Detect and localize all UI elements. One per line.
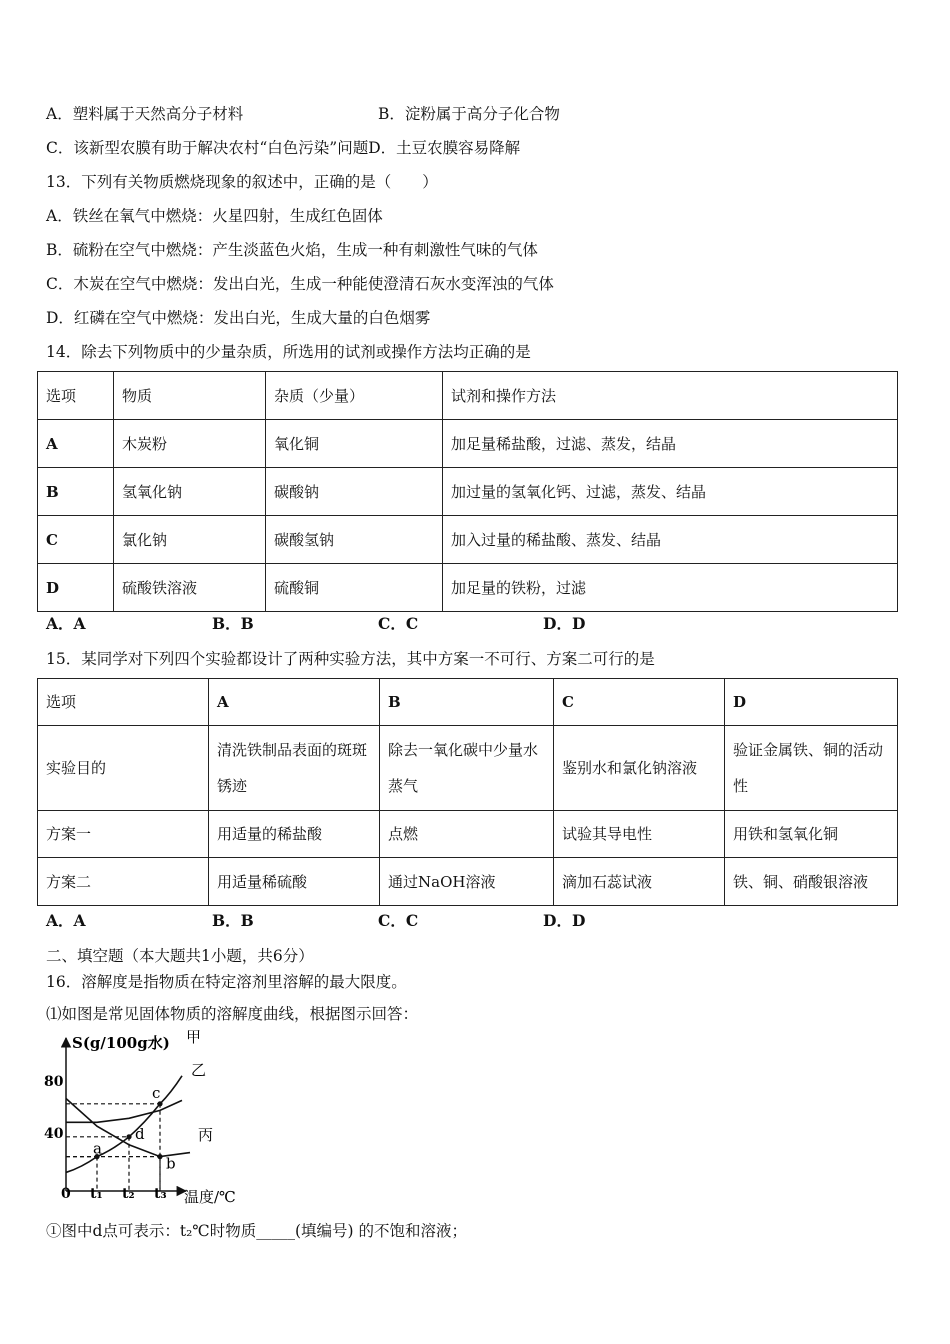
x-tick-t1: t₁	[90, 1186, 103, 1202]
table-cell: 氯化钠	[114, 516, 266, 564]
series-label: 乙	[191, 1061, 207, 1079]
x-tick-t2: t₂	[122, 1186, 135, 1202]
q12-option-a: A．塑料属于天然高分子材料	[46, 105, 244, 123]
table-cell: 氢氧化钠	[114, 468, 266, 516]
curve-丙	[66, 1099, 190, 1157]
y-tick-40: 40	[44, 1126, 64, 1142]
table-cell: 用适量稀硫酸	[209, 858, 380, 906]
table-cell: 加足量的铁粉，过滤	[443, 564, 898, 612]
q14-answer-c: C．C	[378, 614, 419, 633]
table-header-row	[38, 679, 898, 726]
table-header-row	[38, 372, 898, 420]
table-row	[38, 516, 898, 564]
q16-sub1: ⑴如图是常见固体物质的溶解度曲线，根据图示回答：	[46, 1005, 419, 1023]
x-tick-0: 0	[61, 1186, 71, 1202]
table-cell: 氧化铜	[266, 420, 443, 468]
table-cell: 加过量的氢氧化钙、过滤，蒸发、结晶	[443, 468, 898, 516]
q14-stem: 14．除去下列物质中的少量杂质，所选用的试剂或操作方法均正确的是	[46, 343, 531, 361]
table-cell: 木炭粉	[114, 420, 266, 468]
q14-table	[37, 371, 898, 612]
series-label: 丙	[198, 1126, 214, 1144]
table-cell: 清洗铁制品表面的斑斑锈迹	[209, 726, 380, 811]
table-cell: 方案一	[38, 811, 209, 858]
curve-甲	[66, 1076, 182, 1173]
table-row	[38, 468, 898, 516]
q12-option-c	[46, 136, 520, 158]
q13-option-b: B．硫粉在空气中燃烧：产生淡蓝色火焰，生成一种有刺激性气味的气体	[46, 241, 538, 259]
table-row	[38, 726, 898, 811]
table-cell: 除去一氧化碳中少量水蒸气	[380, 726, 554, 811]
table-cell: A	[38, 420, 114, 468]
table-cell: 加入过量的稀盐酸、蒸发、结晶	[443, 516, 898, 564]
solubility-chart	[36, 1028, 266, 1210]
table-cell: 试验其导电性	[554, 811, 725, 858]
point-d	[126, 1134, 131, 1139]
series-label: 甲	[186, 1028, 202, 1046]
table-cell: 硫酸铁溶液	[114, 564, 266, 612]
point-b	[157, 1154, 162, 1159]
table-header-cell: 选项	[38, 372, 114, 420]
q12-option-c-text: C．该新型农膜有助于解决农村“白色污染”问题	[46, 139, 369, 157]
table-row	[38, 811, 898, 858]
q14-answer-a: A．A	[46, 614, 86, 633]
q15-answer-b: B．B	[212, 911, 254, 930]
table-header-cell: C	[554, 679, 725, 726]
q15-answer-d: D．D	[543, 911, 586, 930]
table-cell: 硫酸铜	[266, 564, 443, 612]
table-header-cell: 物质	[114, 372, 266, 420]
table-header-cell: 试剂和操作方法	[443, 372, 898, 420]
table-cell: 加足量稀盐酸，过滤、蒸发，结晶	[443, 420, 898, 468]
point-label: d	[135, 1124, 145, 1143]
table-cell: 验证金属铁、铜的活动性	[725, 726, 898, 811]
q13-stem: 13．下列有关物质燃烧现象的叙述中，正确的是（ ）	[46, 173, 438, 191]
q15-stem: 15．某同学对下列四个实验都设计了两种实验方法，其中方案一不可行、方案二可行的是	[46, 650, 655, 668]
y-axis-label: S(g/100g水)	[72, 1034, 170, 1052]
table-cell: 碳酸钠	[266, 468, 443, 516]
table-row	[38, 564, 898, 612]
table-cell: D	[38, 564, 114, 612]
q15-answer-c: C．C	[378, 911, 419, 930]
point-label: c	[152, 1083, 161, 1102]
q14-answer-b: B．B	[212, 614, 254, 633]
q13-option-a: A．铁丝在氧气中燃烧：火星四射，生成红色固体	[46, 207, 383, 225]
table-cell: 用适量的稀盐酸	[209, 811, 380, 858]
x-axis-label: 温度/℃	[184, 1188, 236, 1206]
point-c	[157, 1101, 162, 1106]
x-tick-t3: t₃	[154, 1186, 167, 1202]
q13-option-c: C．木炭在空气中燃烧：发出白光，生成一种能使澄清石灰水变浑浊的气体	[46, 275, 554, 293]
q16-sub1-1: ①图中d点可表示：t₂℃时物质_____(填编号) 的不饱和溶液；	[46, 1222, 467, 1240]
point-label: a	[93, 1139, 102, 1158]
point-label: b	[166, 1154, 176, 1173]
table-cell: 方案二	[38, 858, 209, 906]
table-cell: 滴加石蕊试液	[554, 858, 725, 906]
table-header-cell: 杂质（少量）	[266, 372, 443, 420]
q12-option-d-text: D．土豆农膜容易降解	[368, 139, 521, 157]
q15-table	[37, 678, 898, 906]
table-header-cell: D	[725, 679, 898, 726]
table-cell: C	[38, 516, 114, 564]
table-row	[38, 858, 898, 906]
q15-answer-a: A．A	[46, 911, 86, 930]
points	[93, 1084, 176, 1173]
table-cell: 碳酸氢钠	[266, 516, 443, 564]
q14-answer-d: D．D	[543, 614, 586, 633]
table-cell: 实验目的	[38, 726, 209, 811]
table-row	[38, 420, 898, 468]
table-cell: 用铁和氢氧化铜	[725, 811, 898, 858]
table-cell: 鉴别水和氯化钠溶液	[554, 726, 725, 811]
y-tick-80: 80	[44, 1074, 64, 1090]
q13-option-d: D．红磷在空气中燃烧：发出白光，生成大量的白色烟雾	[46, 309, 431, 327]
table-cell: 点燃	[380, 811, 554, 858]
table-cell: B	[38, 468, 114, 516]
table-header-cell: B	[380, 679, 554, 726]
q12-option-b: B．淀粉属于高分子化合物	[378, 105, 560, 123]
table-header-cell: A	[209, 679, 380, 726]
table-cell: 铁、铜、硝酸银溶液	[725, 858, 898, 906]
section-heading: 二、填空题（本大题共1小题，共6分）	[46, 947, 314, 965]
q16-stem: 16．溶解度是指物质在特定溶剂里溶解的最大限度。	[46, 973, 407, 991]
table-cell: 通过NaOH溶液	[380, 858, 554, 906]
table-header-cell: 选项	[38, 679, 209, 726]
